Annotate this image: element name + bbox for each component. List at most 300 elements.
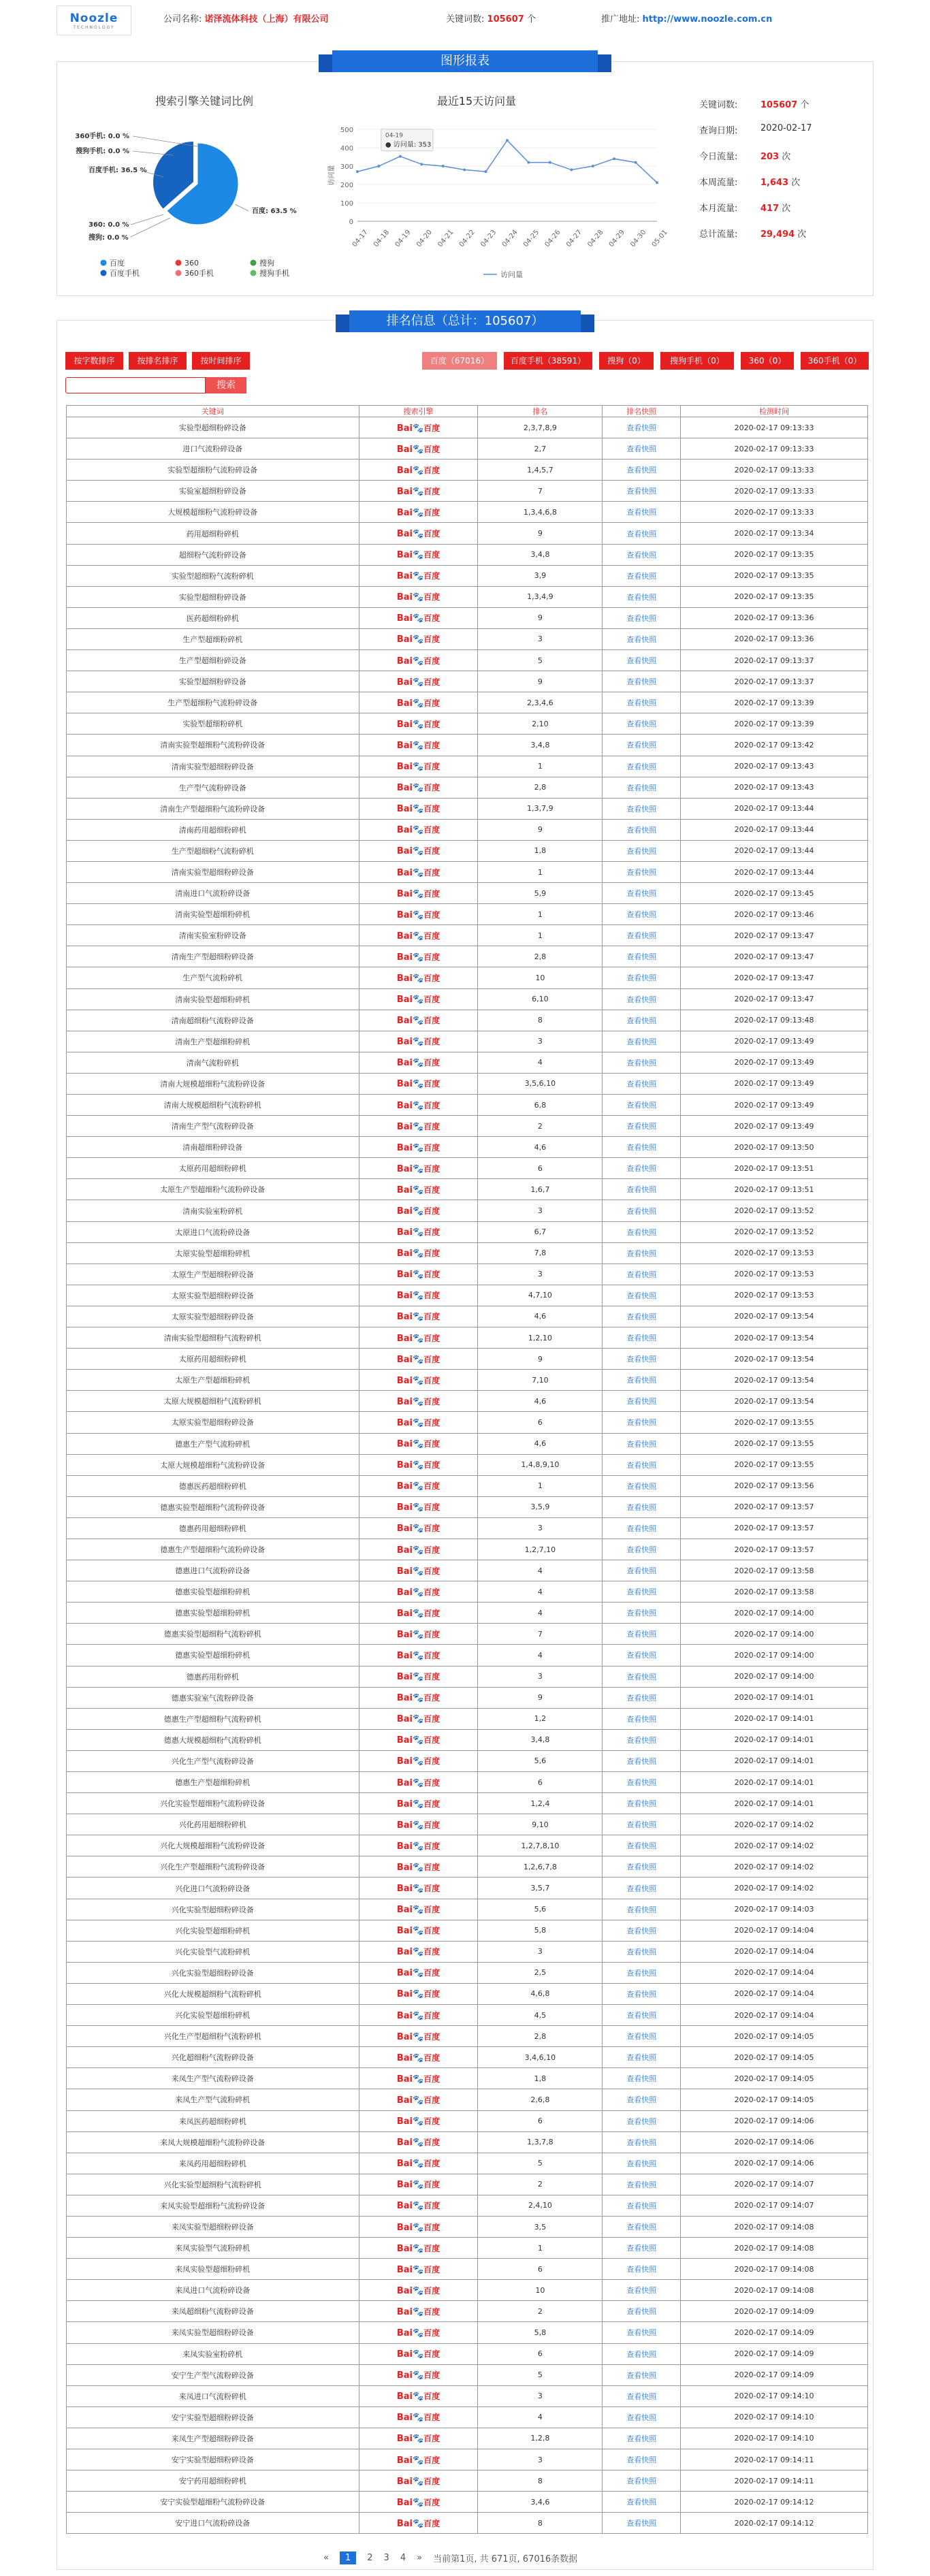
snapshot-link[interactable]: 查看快照 [626,2180,657,2189]
snapshot-link[interactable]: 查看快照 [626,2244,657,2253]
snapshot-link[interactable]: 查看快照 [626,1058,657,1067]
snapshot-link[interactable]: 查看快照 [626,1334,657,1343]
time-cell: 2020-02-17 09:13:47 [681,946,868,967]
snapshot-link[interactable]: 查看快照 [626,2349,657,2359]
snapshot-link[interactable]: 查看快照 [626,889,657,899]
rank-cell: 1,4,5,7 [478,460,603,481]
snapshot-link[interactable]: 查看快照 [626,1566,657,1576]
baidu-logo-icon: Bai🐾百度 [396,1989,440,2000]
snapshot-link[interactable]: 查看快照 [626,973,657,983]
snapshot-link[interactable]: 查看快照 [626,1947,657,1957]
search-button[interactable]: 搜索 [206,377,246,393]
time-cell: 2020-02-17 09:14:12 [681,2513,868,2534]
baidu-logo-icon: Bai🐾百度 [396,1354,440,1365]
table-row [67,1412,868,1433]
time-cell: 2020-02-17 09:14:00 [681,1624,868,1645]
snapshot-link[interactable]: 查看快照 [626,2116,657,2126]
baidu-logo-icon: Bai🐾百度 [396,1968,440,1979]
pagination [318,2551,583,2564]
snapshot-cell [603,1391,681,1412]
snapshot-link[interactable]: 查看快照 [626,995,657,1004]
engine-cell [359,1370,478,1391]
engine-cell [359,1263,478,1285]
time-cell: 2020-02-17 09:13:54 [681,1306,868,1327]
keyword-cell: 超细粉气流粉碎设备 [67,544,359,565]
engine-baidu-mobile-button[interactable]: 百度手机（38591） [504,352,592,370]
snapshot-link[interactable]: 查看快照 [626,634,657,644]
search-input[interactable] [65,377,206,393]
snapshot-link[interactable]: 查看快照 [626,1756,657,1766]
snapshot-link[interactable]: 查看快照 [626,1143,657,1153]
keyword-cell: 来凤实验型气流粉碎机 [67,2238,359,2259]
rank-cell: 6 [478,1412,603,1433]
snapshot-link[interactable]: 查看快照 [626,1884,657,1893]
time-cell: 2020-02-17 09:14:06 [681,2110,868,2131]
time-cell: 2020-02-17 09:14:02 [681,1856,868,1878]
page-button[interactable]: 3 [383,2553,389,2563]
time-cell: 2020-02-17 09:14:04 [681,1962,868,1983]
baidu-logo-icon: Bai🐾百度 [396,1417,440,1428]
snapshot-link[interactable]: 查看快照 [626,1672,657,1681]
data-point [635,161,637,164]
snapshot-link[interactable]: 查看快照 [626,613,657,623]
table-row [67,523,868,544]
snapshot-cell [603,2110,681,2131]
snapshot-link[interactable]: 查看快照 [626,1778,657,1788]
engine-cell [359,2047,478,2068]
snapshot-link[interactable]: 查看快照 [626,1968,657,1978]
engine-cell [359,1052,478,1073]
next-page-button[interactable]: » [417,2553,423,2563]
snapshot-link[interactable]: 查看快照 [626,677,657,687]
rank-cell: 3 [478,1031,603,1052]
table-row [67,1370,868,1391]
rank-cell: 1,4,8,9,10 [478,1454,603,1475]
baidu-logo-icon: Bai🐾百度 [396,1545,440,1556]
snapshot-cell [603,1475,681,1496]
baidu-logo-icon: Bai🐾百度 [396,507,440,518]
engine-cell [359,1242,478,1263]
rank-cell: 2,4,10 [478,2195,603,2216]
snapshot-link[interactable]: 查看快照 [626,1609,657,1618]
table-row [67,2216,868,2237]
snapshot-link[interactable]: 查看快照 [626,2095,657,2105]
snapshot-link[interactable]: 查看快照 [626,508,657,517]
snapshot-link[interactable]: 查看快照 [626,2328,657,2338]
pie-label: 百度手机: 36.5 % [89,167,147,174]
snapshot-link[interactable]: 查看快照 [626,2477,657,2486]
rank-cell: 3,4,6 [478,2492,603,2513]
snapshot-cell [603,2068,681,2089]
snapshot-link[interactable]: 查看快照 [626,952,657,962]
rank-cell: 3,9 [478,565,603,586]
table-row [67,2089,868,2110]
time-cell: 2020-02-17 09:14:01 [681,1708,868,1729]
engine-cell [359,2406,478,2428]
snapshot-link[interactable]: 查看快照 [626,1376,657,1385]
snapshot-link[interactable]: 查看快照 [626,1227,657,1237]
snapshot-link[interactable]: 查看快照 [626,2011,657,2020]
x-tick-label: 04-19 [394,228,413,249]
snapshot-cell [603,2343,681,2364]
engine-sogou-mobile-button[interactable]: 搜狗手机（0） [660,352,734,370]
table-row [67,1581,868,1603]
table-row [67,460,868,481]
baidu-logo-icon: Bai🐾百度 [396,571,440,582]
snapshot-link[interactable]: 查看快照 [626,698,657,708]
keyword-cell: 清南实验型超细粉气流粉碎设备 [67,735,359,756]
rank-cell: 6 [478,2343,603,2364]
rank-cell: 8 [478,1010,603,1031]
rank-cell: 4,6 [478,1306,603,1327]
snapshot-link[interactable]: 查看快照 [626,1524,657,1533]
y-tick-label: 300 [340,163,353,171]
table-row [67,481,868,502]
snapshot-link[interactable]: 查看快照 [626,529,657,538]
keyword-count: 105607 [487,14,524,25]
rank-cell: 1 [478,925,603,946]
snapshot-cell [603,1137,681,1158]
keyword-cell: 医药超细粉碎机 [67,607,359,628]
snapshot-link[interactable]: 查看快照 [626,1439,657,1449]
rank-cell: 5 [478,2153,603,2174]
snapshot-link[interactable]: 查看快照 [626,1693,657,1703]
keyword-cell: 兴化生产型气流粉碎设备 [67,1750,359,1771]
baidu-logo-icon: Bai🐾百度 [396,931,440,941]
table-row [67,2301,868,2322]
snapshot-link[interactable]: 查看快照 [626,1291,657,1300]
time-cell: 2020-02-17 09:14:10 [681,2428,868,2449]
table-row [67,1539,868,1560]
engine-baidu-button[interactable]: 百度（67016） [422,352,497,370]
snapshot-link[interactable]: 查看快照 [626,1355,657,1364]
rank-cell: 4 [478,2406,603,2428]
snapshot-link[interactable]: 查看快照 [626,2053,657,2063]
engine-cell [359,1941,478,1962]
baidu-logo-icon: Bai🐾百度 [396,1650,440,1661]
time-cell: 2020-02-17 09:13:33 [681,460,868,481]
table-row [67,565,868,586]
baidu-logo-icon: Bai🐾百度 [396,1333,440,1344]
keyword-cell: 兴化实验型超细粉气流粉碎机 [67,2174,359,2195]
time-cell: 2020-02-17 09:14:02 [681,1835,868,1856]
page-button[interactable]: 2 [367,2553,373,2563]
snapshot-link[interactable]: 查看快照 [626,2519,657,2528]
baidu-logo-icon: Bai🐾百度 [396,1142,440,1153]
snapshot-cell [603,1814,681,1835]
x-tick-label: 04-18 [372,228,391,249]
snapshot-link[interactable]: 查看快照 [626,931,657,941]
keyword-cell: 太原生产型超细粉气流粉碎设备 [67,1179,359,1200]
engine-cell [359,1221,478,1242]
snapshot-link[interactable]: 查看快照 [626,1185,657,1195]
rank-cell: 1,3,7,8 [478,2131,603,2153]
rank-cell: 1 [478,861,603,882]
snapshot-link[interactable]: 查看快照 [626,2456,657,2465]
table-row [67,2174,868,2195]
table-row [67,883,868,904]
snapshot-link[interactable]: 查看快照 [626,1206,657,1216]
snapshot-link[interactable]: 查看快照 [626,1037,657,1046]
snapshot-cell [603,798,681,819]
time-cell: 2020-02-17 09:13:54 [681,1349,868,1370]
table-row [67,988,868,1010]
engine-360-button[interactable]: 360（0） [741,352,794,370]
page-button[interactable]: 1 [340,2551,356,2564]
snapshot-link[interactable]: 查看快照 [626,550,657,560]
snapshot-link[interactable]: 查看快照 [626,592,657,602]
snapshot-link[interactable]: 查看快照 [626,2223,657,2232]
sort-by-words-button[interactable]: 按字数排序 [65,352,123,370]
snapshot-link[interactable]: 查看快照 [626,1588,657,1597]
engine-cell [359,1517,478,1539]
rank-cell: 7 [478,481,603,502]
col-rank: 排名 [478,406,603,417]
engine-cell [359,2259,478,2280]
snapshot-link[interactable]: 查看快照 [626,910,657,920]
keyword-cell: 兴化实验型超细粉碎机 [67,1920,359,1941]
snapshot-cell [603,883,681,904]
line-title: 最近15天访问量 [436,95,517,108]
snapshot-link[interactable]: 查看快照 [626,2413,657,2422]
snapshot-link[interactable]: 查看快照 [626,2159,657,2168]
snapshot-cell [603,777,681,798]
rank-cell: 5 [478,650,603,671]
baidu-logo-icon: Bai🐾百度 [396,2434,440,2445]
time-cell: 2020-02-17 09:14:01 [681,1729,868,1750]
snapshot-link[interactable]: 查看快照 [626,2201,657,2210]
keyword-cell: 实验室超细粉碎设备 [67,481,359,502]
rank-cell: 4 [478,1645,603,1666]
table-row [67,1941,868,1962]
snapshot-link[interactable]: 查看快照 [626,1820,657,1830]
engine-cell [359,1349,478,1370]
snapshot-link[interactable]: 查看快照 [626,1841,657,1851]
legend-label: 百度手机 [110,269,140,278]
snapshot-link[interactable]: 查看快照 [626,1989,657,1999]
rank-cell: 3,4,8 [478,544,603,565]
snapshot-link[interactable]: 查看快照 [626,423,657,433]
snapshot-cell [603,1242,681,1263]
engine-cell [359,1539,478,1560]
table-row [67,671,868,692]
snapshot-link[interactable]: 查看快照 [626,804,657,814]
snapshot-cell [603,417,681,438]
table-row [67,2005,868,2026]
rank-cell: 3,4,6,10 [478,2047,603,2068]
time-cell: 2020-02-17 09:13:49 [681,1095,868,1116]
sort-by-rank-button[interactable]: 按排名排序 [129,352,187,370]
keyword-cell: 太原生产型超细粉碎设备 [67,1263,359,1285]
time-cell: 2020-02-17 09:14:08 [681,2280,868,2301]
legend-label: 访问量 [500,270,523,279]
engine-cell [359,1793,478,1814]
snapshot-link[interactable]: 查看快照 [626,1164,657,1174]
snapshot-cell [603,1920,681,1941]
snapshot-cell [603,2470,681,2492]
table-row [67,1793,868,1814]
x-tick-label: 04-24 [500,228,519,249]
snapshot-link[interactable]: 查看快照 [626,2138,657,2147]
snapshot-link[interactable]: 查看快照 [626,466,657,475]
snapshot-link[interactable]: 查看快照 [626,1101,657,1110]
snapshot-link[interactable]: 查看快照 [626,2434,657,2443]
snapshot-link[interactable]: 查看快照 [626,1270,657,1279]
keyword-count-info: 关键词数: 105607 个 [446,14,536,25]
snapshot-link[interactable]: 查看快照 [626,487,657,496]
snapshot-cell [603,1666,681,1687]
baidu-logo-icon: Bai🐾百度 [396,2413,440,2424]
snapshot-link[interactable]: 查看快照 [626,2392,657,2401]
keyword-cell: 清南大规模超细粉气流粉碎设备 [67,1073,359,1094]
time-cell: 2020-02-17 09:13:43 [681,756,868,777]
rank-cell: 1,3,4,9 [478,586,603,607]
baidu-logo-icon: Bai🐾百度 [396,2010,440,2021]
snapshot-link[interactable]: 查看快照 [626,571,657,581]
snapshot-cell [603,2513,681,2534]
table-row [67,1624,868,1645]
table-row [67,586,868,607]
snapshot-link[interactable]: 查看快照 [626,2307,657,2317]
data-point [592,165,594,167]
sort-by-time-button[interactable]: 按时间排序 [192,352,250,370]
legend-dot [251,260,257,266]
snapshot-link[interactable]: 查看快照 [626,1079,657,1089]
time-cell: 2020-02-17 09:14:00 [681,1645,868,1666]
snapshot-link[interactable]: 查看快照 [626,825,657,835]
snapshot-link[interactable]: 查看快照 [626,445,657,454]
snapshot-link[interactable]: 查看快照 [626,2370,657,2380]
baidu-logo-icon: Bai🐾百度 [396,656,440,666]
snapshot-link[interactable]: 查看快照 [626,2265,657,2274]
site-link[interactable]: http://www.noozle.com.cn [642,14,773,25]
snapshot-link[interactable]: 查看快照 [626,1630,657,1639]
snapshot-link[interactable]: 查看快照 [626,1418,657,1428]
x-tick-label: 04-29 [607,228,626,249]
rank-cell: 3 [478,1666,603,1687]
snapshot-link[interactable]: 查看快照 [626,2498,657,2507]
snapshot-link[interactable]: 查看快照 [626,2074,657,2084]
snapshot-cell [603,1899,681,1920]
keyword-cell: 清南进口气流粉碎设备 [67,883,359,904]
engine-cell [359,1010,478,1031]
table-row [67,417,868,438]
snapshot-link[interactable]: 查看快照 [626,1714,657,1724]
keyword-cell: 德惠实验型超细粉气流粉碎机 [67,1624,359,1645]
snapshot-link[interactable]: 查看快照 [626,656,657,666]
time-cell: 2020-02-17 09:13:34 [681,523,868,544]
table-row [67,1517,868,1539]
snapshot-cell [603,1878,681,1899]
keyword-cell: 兴化药用超细粉碎机 [67,1814,359,1835]
prev-page-button[interactable]: « [323,2553,329,2563]
baidu-logo-icon: Bai🐾百度 [396,1270,440,1281]
snapshot-link[interactable]: 查看快照 [626,846,657,856]
time-cell: 2020-02-17 09:14:04 [681,1941,868,1962]
engine-cell [359,1412,478,1433]
time-cell: 2020-02-17 09:14:08 [681,2259,868,2280]
snapshot-link[interactable]: 查看快照 [626,1460,657,1470]
engine-cell [359,1095,478,1116]
time-cell: 2020-02-17 09:14:00 [681,1666,868,1687]
time-cell: 2020-02-17 09:14:12 [681,2492,868,2513]
keyword-cell: 来凤实验型超细粉碎机 [67,2259,359,2280]
pie-slices [153,142,238,225]
snapshot-link[interactable]: 查看快照 [626,783,657,792]
table-row [67,2110,868,2131]
pie-chart [68,116,327,286]
snapshot-link[interactable]: 查看快照 [626,762,657,771]
engine-cell [359,1624,478,1645]
time-cell: 2020-02-17 09:13:39 [681,713,868,735]
snapshot-link[interactable]: 查看快照 [626,1249,657,1258]
time-cell: 2020-02-17 09:14:01 [681,1750,868,1771]
snapshot-link[interactable]: 查看快照 [626,1799,657,1809]
data-point [377,165,380,167]
rank-cell: 4 [478,1581,603,1603]
keyword-cell: 太原实验型超细粉碎设备 [67,1285,359,1306]
engine-cell [359,1433,478,1454]
snapshot-link[interactable]: 查看快照 [626,1905,657,1914]
engine-cell [359,1306,478,1327]
snapshot-link[interactable]: 查看快照 [626,720,657,729]
rank-cell: 2,8 [478,2026,603,2047]
snapshot-link[interactable]: 查看快照 [626,2286,657,2296]
snapshot-link[interactable]: 查看快照 [626,1122,657,1131]
keyword-cell: 来凤大规模超细粉气流粉碎设备 [67,2131,359,2153]
snapshot-link[interactable]: 查看快照 [626,1016,657,1025]
snapshot-link[interactable]: 查看快照 [626,1397,657,1406]
snapshot-link[interactable]: 查看快照 [626,1481,657,1491]
snapshot-link[interactable]: 查看快照 [626,2032,657,2042]
baidu-logo-icon: Bai🐾百度 [396,550,440,561]
baidu-logo-icon: Bai🐾百度 [396,1905,440,1916]
time-cell: 2020-02-17 09:14:00 [681,1603,868,1624]
keyword-cell: 德惠生产型超细粉碎机 [67,1772,359,1793]
table-row [67,756,868,777]
table-row [67,2385,868,2406]
snapshot-link[interactable]: 查看快照 [626,741,657,750]
baidu-logo-icon: Bai🐾百度 [396,740,440,751]
baidu-logo-icon: Bai🐾百度 [396,634,440,645]
snapshot-link[interactable]: 查看快照 [626,868,657,878]
table-row [67,798,868,819]
data-point [527,161,530,164]
snapshot-link[interactable]: 查看快照 [626,1926,657,1935]
engine-sogou-button[interactable]: 搜狗（0） [599,352,654,370]
table-row [67,1221,868,1242]
ranking-table [66,405,868,2534]
baidu-logo-icon: Bai🐾百度 [396,2201,440,2212]
snapshot-link[interactable]: 查看快照 [626,1651,657,1660]
time-cell: 2020-02-17 09:13:53 [681,1242,868,1263]
rank-cell: 9 [478,1349,603,1370]
keyword-cell: 安宁进口气流粉碎设备 [67,2513,359,2534]
snapshot-cell [603,1750,681,1771]
keyword-cell: 生产型气流粉碎机 [67,967,359,988]
snapshot-link[interactable]: 查看快照 [626,1863,657,1872]
snapshot-cell [603,1539,681,1560]
page-button[interactable]: 4 [400,2553,406,2563]
snapshot-link[interactable]: 查看快照 [626,1545,657,1555]
snapshot-link[interactable]: 查看快照 [626,1502,657,1512]
time-cell: 2020-02-17 09:13:44 [681,819,868,840]
snapshot-cell [603,2153,681,2174]
snapshot-link[interactable]: 查看快照 [626,1312,657,1321]
engine-cell [359,1327,478,1349]
snapshot-link[interactable]: 查看快照 [626,1735,657,1745]
engine-360-mobile-button[interactable]: 360手机（0） [801,352,869,370]
